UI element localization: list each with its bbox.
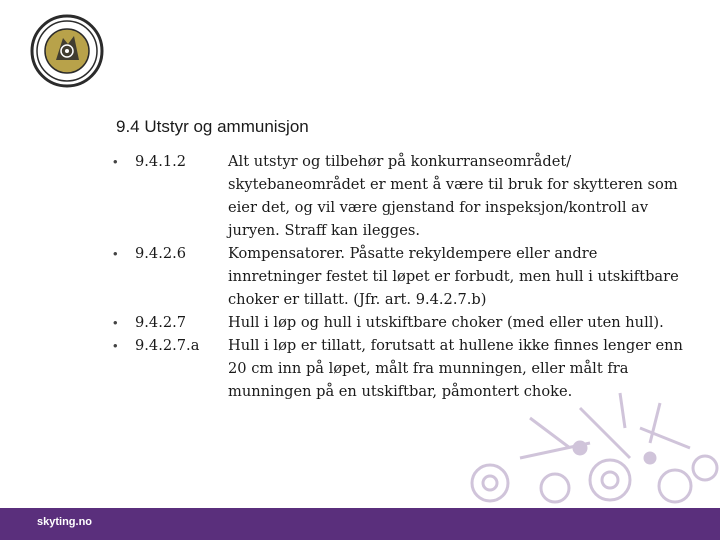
rule-text: Kompensatorer. Påsatte rekyldempere eller andre innretninger festet til løpet er forbudt, men hull i utskiftbare choker er tillatt. (Jfr. art. 9.4.2.7.b) bbox=[228, 245, 679, 308]
list-item bbox=[113, 150, 693, 242]
bullet: • bbox=[113, 315, 118, 330]
rule-number: 9.4.2.7.a bbox=[135, 337, 200, 354]
list-item bbox=[113, 242, 693, 311]
rule-number: 9.4.2.6 bbox=[135, 245, 187, 262]
rule-list bbox=[113, 150, 693, 403]
list-item bbox=[113, 311, 693, 334]
rule-text: Hull i løp er tillatt, forutsatt at hullene ikke finnes lenger enn 20 cm inn på løpet, målt fra munningen, eller målt fra munningen på en utskiftbar, påmontert choke. bbox=[228, 337, 683, 400]
federation-logo-icon bbox=[30, 14, 104, 88]
footer-site-text: skyting.no bbox=[37, 516, 93, 528]
rule-number: 9.4.2.7 bbox=[135, 314, 187, 331]
rule-text: Alt utstyr og tilbehør på konkurranseområdet/ skytebaneområdet er ment å være til bruk for skytteren som eier det, og vil være gjenstand for inspeksjon/kontroll av juryen. Straff kan ilegges. bbox=[228, 153, 678, 239]
equipment-collage-icon bbox=[460, 388, 720, 508]
rule-text: Hull i løp og hull i utskiftbare choker (med eller uten hull). bbox=[228, 314, 664, 331]
page-title: 9.4 Utstyr og ammunisjon bbox=[116, 117, 309, 136]
footer-bar bbox=[0, 508, 720, 540]
rule-number: 9.4.1.2 bbox=[135, 153, 187, 170]
bullet: • bbox=[113, 246, 118, 261]
bullet: • bbox=[113, 154, 118, 169]
bullet: • bbox=[113, 338, 118, 353]
